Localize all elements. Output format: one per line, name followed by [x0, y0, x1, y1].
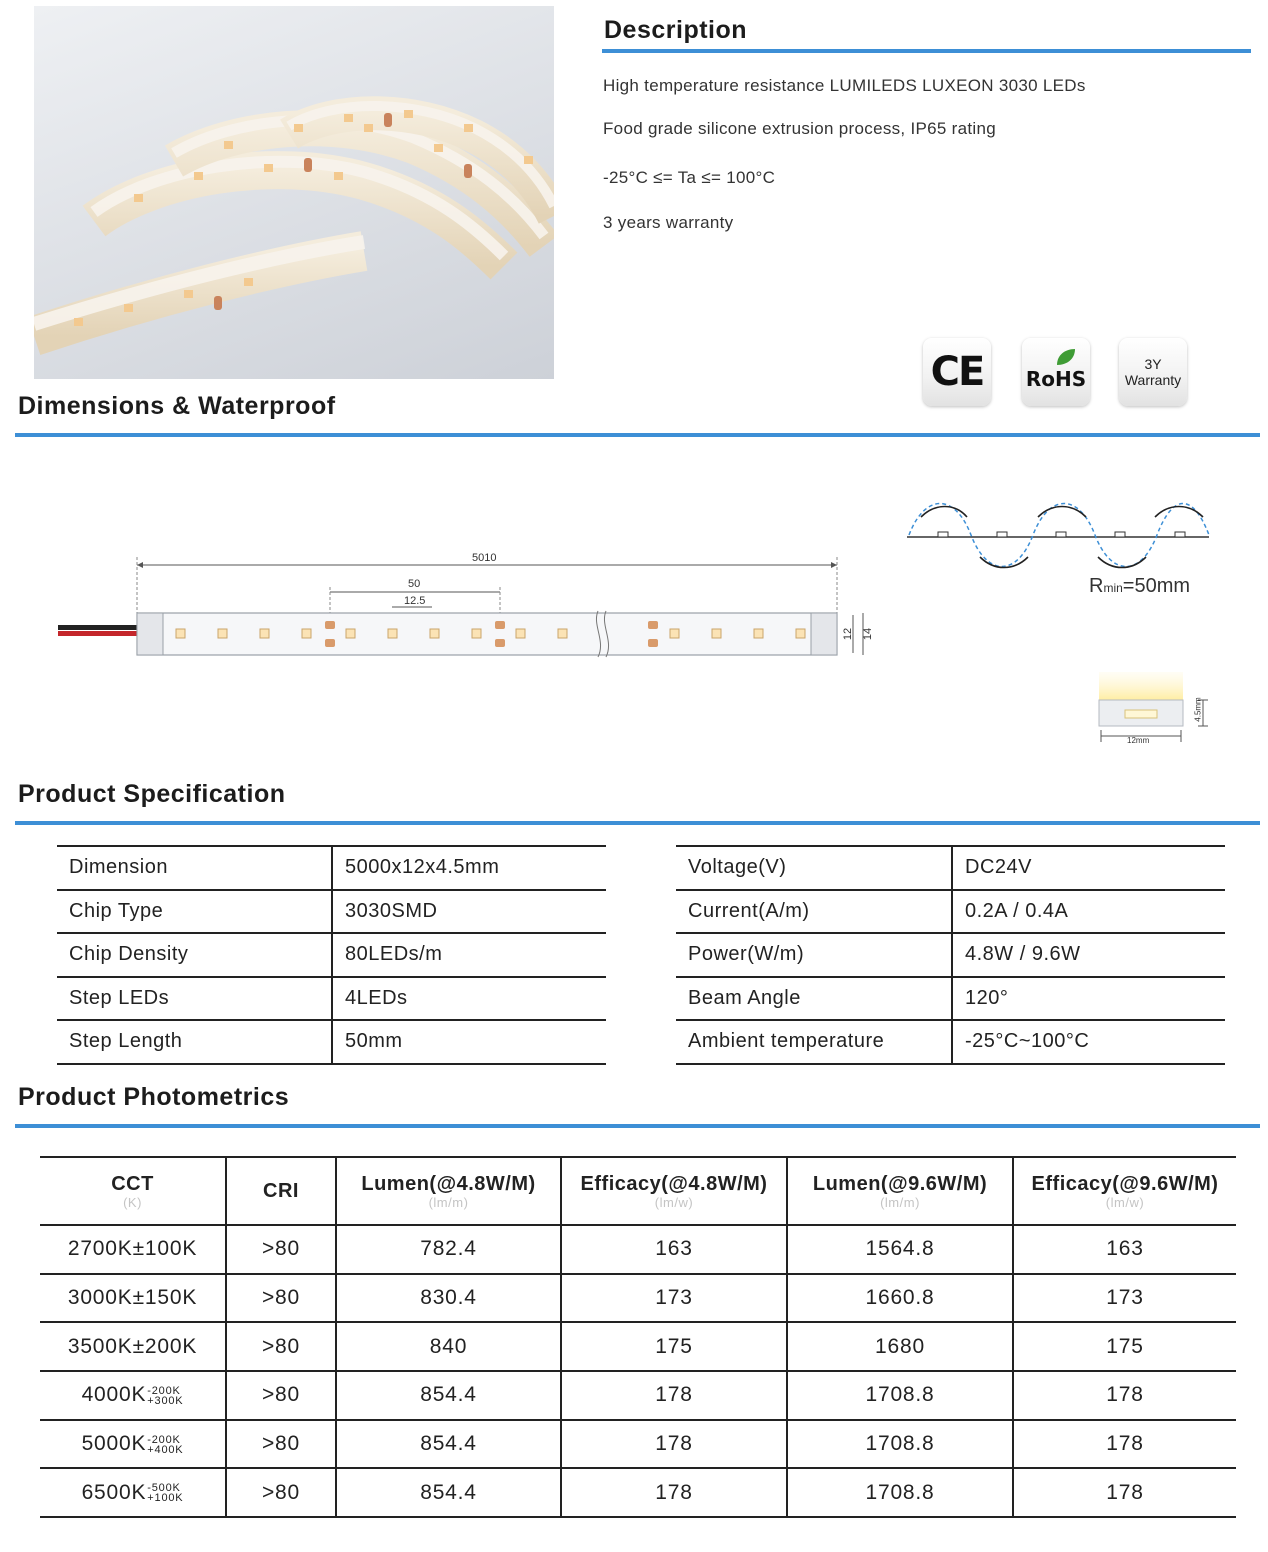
table-row	[57, 1020, 606, 1064]
ce-mark: CE	[930, 349, 984, 395]
cct-cell: 4000K-200K +300K	[40, 1371, 226, 1420]
header-cri: CRI	[226, 1157, 336, 1225]
efficacy-96-cell: 175	[1106, 1334, 1144, 1358]
table-row	[57, 846, 606, 890]
description-title: Description	[604, 16, 748, 44]
cct-cell: 2700K±100K	[40, 1225, 226, 1274]
lumen-48-cell: 854.4	[336, 1371, 561, 1420]
spec-value: 4.8W / 9.6W	[952, 933, 1225, 977]
total-length-label: 5010	[472, 552, 497, 564]
header-cct: CCT (K)	[40, 1157, 226, 1225]
spec-key: Chip Density	[57, 933, 332, 977]
spec-key: Chip Type	[57, 890, 332, 934]
description-rule	[602, 49, 1251, 53]
strip-dimension-drawing	[50, 545, 890, 665]
spec-key: Step LEDs	[57, 977, 332, 1021]
table-row	[676, 846, 1225, 890]
spec-key: Dimension	[57, 846, 332, 890]
table-row	[40, 1371, 1236, 1420]
lumen-48-cell: 782.4	[336, 1225, 561, 1274]
description-line-4: 3 years warranty	[603, 213, 734, 232]
header-efficacy-96: Efficacy(@9.6W/M) (lm/w)	[1031, 1172, 1219, 1210]
lumen-96-cell: 1660.8	[787, 1274, 1013, 1323]
rohs-mark: RoHS	[1025, 367, 1087, 391]
table-row	[57, 977, 606, 1021]
spec-value: 80LEDs/m	[332, 933, 606, 977]
profile-height-label: 4.5mm	[1193, 697, 1203, 722]
warranty-badge	[1119, 338, 1187, 406]
efficacy-96-cell: 178	[1106, 1480, 1144, 1504]
header-efficacy-48: Efficacy(@4.8W/M) (lm/w)	[561, 1157, 787, 1225]
spec-key: Step Length	[57, 1020, 332, 1064]
cri-cell: >80	[226, 1420, 336, 1469]
warranty-label: Warranty	[1124, 372, 1182, 388]
efficacy-96-cell: 163	[1106, 1237, 1144, 1261]
profile-width-label: 12mm	[1127, 736, 1150, 745]
photometrics-title: Product Photometrics	[18, 1083, 290, 1111]
warranty-years: 3Y	[1144, 356, 1162, 372]
min-bend-radius-label: Rmin=50mm	[1089, 575, 1191, 597]
efficacy-48-cell: 173	[561, 1274, 787, 1323]
spec-value: DC24V	[952, 846, 1225, 890]
efficacy-48-cell: 175	[561, 1322, 787, 1371]
table-header-row	[40, 1157, 1236, 1225]
product-photo	[34, 6, 554, 379]
lumen-96-cell: 1564.8	[787, 1225, 1013, 1274]
table-row	[676, 933, 1225, 977]
efficacy-96-cell: 178	[1106, 1383, 1144, 1407]
header-lumen-48: Lumen(@4.8W/M) (lm/m)	[336, 1157, 561, 1225]
led-strip-illustration	[34, 6, 554, 379]
spec-value: 0.2A / 0.4A	[952, 890, 1225, 934]
cri-cell: >80	[226, 1225, 336, 1274]
description-line-3: -25°C ≤= Ta ≤= 100°C	[603, 168, 776, 187]
led-pitch-label: 12.5	[404, 595, 426, 607]
cct-cell: 3500K±200K	[40, 1322, 226, 1371]
table-row	[57, 890, 606, 934]
efficacy-48-cell: 178	[561, 1468, 787, 1517]
dimensions-title: Dimensions & Waterproof	[18, 392, 336, 420]
table-row	[40, 1468, 1236, 1517]
spec-key: Current(A/m)	[676, 890, 952, 934]
spec-value: 4LEDs	[332, 977, 606, 1021]
ce-badge	[923, 338, 991, 406]
table-row	[40, 1322, 1236, 1371]
header-lumen-96: Lumen(@9.6W/M) (lm/m)	[787, 1157, 1013, 1225]
cri-cell: >80	[226, 1371, 336, 1420]
spec-key: Voltage(V)	[676, 846, 952, 890]
description-line-1: High temperature resistance LUMILEDS LUXEON 3030 LEDs	[603, 76, 1086, 95]
spec-value: 120°	[952, 977, 1225, 1021]
table-row	[676, 977, 1225, 1021]
table-row	[57, 933, 606, 977]
lumen-48-cell: 854.4	[336, 1420, 561, 1469]
inner-width-label: 12	[842, 627, 855, 641]
photometrics-rule	[15, 1124, 1260, 1128]
table-row	[676, 1020, 1225, 1064]
table-row	[40, 1420, 1236, 1469]
lumen-96-cell: 1680	[787, 1322, 1013, 1371]
bending-radius-drawing	[905, 495, 1215, 575]
cct-cell: 6500K-500K +100K	[40, 1468, 226, 1517]
spec-key: Power(W/m)	[676, 933, 952, 977]
efficacy-48-cell: 178	[561, 1420, 787, 1469]
rohs-badge	[1022, 338, 1090, 406]
spec-table-left	[57, 845, 606, 1065]
dimensions-rule	[15, 433, 1260, 437]
lumen-96-cell: 1708.8	[787, 1371, 1013, 1420]
description-line-2: Food grade silicone extrusion process, IP65 rating	[603, 119, 996, 138]
lumen-48-cell: 854.4	[336, 1468, 561, 1517]
table-row	[40, 1274, 1236, 1323]
specification-title: Product Specification	[18, 780, 286, 808]
efficacy-96-cell: 173	[1106, 1286, 1144, 1310]
leaf-icon	[1055, 347, 1077, 367]
spec-key: Beam Angle	[676, 977, 952, 1021]
spec-key: Ambient temperature	[676, 1020, 952, 1064]
cct-tolerance: -200K +300K	[147, 1384, 184, 1407]
specification-rule	[15, 821, 1260, 825]
table-row	[676, 890, 1225, 934]
spec-table-right	[676, 845, 1225, 1065]
efficacy-96-cell: 178	[1106, 1432, 1144, 1456]
table-row	[40, 1225, 1236, 1274]
photometrics-table	[40, 1156, 1236, 1518]
cct-tolerance: -500K +100K	[147, 1482, 184, 1505]
efficacy-48-cell: 163	[561, 1225, 787, 1274]
lumen-48-cell: 840	[336, 1322, 561, 1371]
spec-value: 50mm	[332, 1020, 606, 1064]
spec-value: 5000x12x4.5mm	[332, 846, 606, 890]
cct-cell: 5000K-200K +400K	[40, 1420, 226, 1469]
spec-value: 3030SMD	[332, 890, 606, 934]
lumen-96-cell: 1708.8	[787, 1468, 1013, 1517]
efficacy-48-cell: 178	[561, 1371, 787, 1420]
spec-value: -25°C~100°C	[952, 1020, 1225, 1064]
outer-width-label: 14	[862, 627, 875, 641]
cct-cell: 3000K±150K	[40, 1274, 226, 1323]
cri-cell: >80	[226, 1274, 336, 1323]
cri-cell: >80	[226, 1468, 336, 1517]
lumen-48-cell: 830.4	[336, 1274, 561, 1323]
cct-tolerance: -200K +400K	[147, 1433, 184, 1456]
lumen-96-cell: 1708.8	[787, 1420, 1013, 1469]
step-length-label: 50	[408, 578, 421, 590]
cri-cell: >80	[226, 1322, 336, 1371]
